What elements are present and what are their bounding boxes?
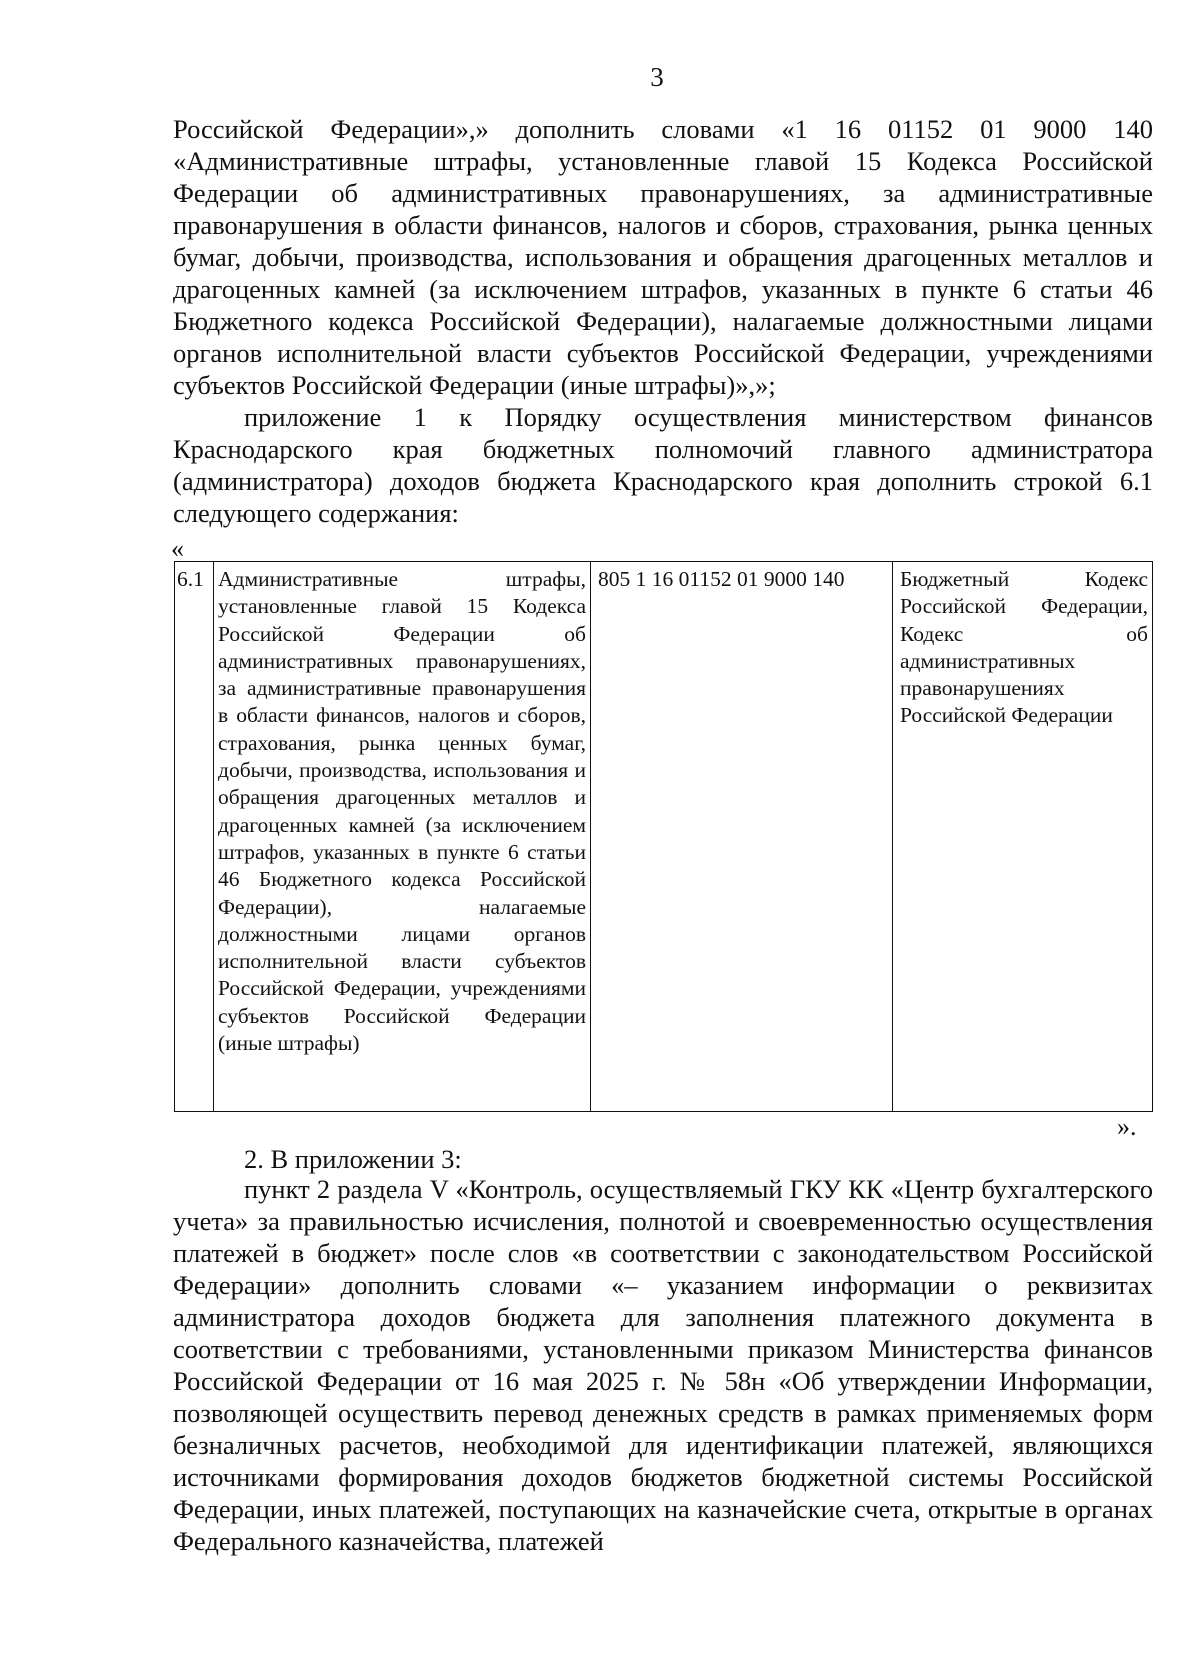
- budget-code-cell: 805 1 16 01152 01 9000 140: [591, 562, 893, 1112]
- paragraph-appendix-3-heading: 2. В приложении 3:: [244, 1144, 462, 1174]
- opening-quote-mark: «: [171, 534, 184, 563]
- page-number: 3: [650, 62, 664, 92]
- revenue-code-table: [174, 561, 1153, 1112]
- revenue-name-cell: Административные штрафы, установленные главой 15 Кодекса Российской Федерации об административных правонарушениях, за административные правонарушения в области финансов, налогов и сборов, страхования, рынка ценных бумаг, добычи, производства, использования и обращения драгоценных металлов и драгоценных камней (за исключением штрафов, указанных в пункте 6 статьи 46 Бюджетного кодекса Российской Федерации), налагаемые должностными лицами органов исполнительной власти субъектов Российской Федерации, учреждениями субъектов Российской Федерации (иные штрафы): [214, 562, 591, 1112]
- paragraph-amendment-codes: Российской Федерации»,» дополнить словами «1 16 01152 01 9000 140 «Административные штрафы, установленные главой 15 Кодекса Российской Федерации об административных правонарушениях, за административные правонарушения в области финансов, налогов и сборов, страхования, рынка ценных бумаг, добычи, производства, использования и обращения драгоценных металлов и драгоценных камней (за исключением штрафов, указанных в пункте 6 статьи 46 Бюджетного кодекса Российской Федерации), налагаемые должностными лицами органов исполнительной власти субъектов Российской Федерации, учреждениями субъектов Российской Федерации (иные штрафы)»,»;: [173, 114, 1153, 400]
- row-number-cell: 6.1: [175, 562, 214, 1112]
- table-row: [175, 562, 1153, 1112]
- paragraph-appendix-1: приложение 1 к Порядку осуществления министерством финансов Краснодарского края бюджетных полномочий главного администратора (администратора) доходов бюджета Краснодарского края дополнить строкой 6.1 следующего содержания:: [173, 402, 1153, 528]
- closing-quote-mark: ».: [1117, 1112, 1137, 1141]
- legal-basis-cell: Бюджетный Кодекс Российской Федерации, Кодекс об административных правонарушениях Российской Федерации: [893, 562, 1153, 1112]
- paragraph-section-v-amendment: пункт 2 раздела V «Контроль, осуществляемый ГКУ КК «Центр бухгалтерского учета» за правильностью исчисления, полнотой и своевременностью осуществления платежей в бюджет» после слов «в соответствии с законодательством Российской Федерации» дополнить словами «– указанием информации о реквизитах администратора доходов бюджета для заполнения платежного документа в соответствии с требованиями, установленными приказом Министерства финансов Российской Федерации от 16 мая 2025 г. № 58н «Об утверждении Информации, позволяющей осуществить перевод денежных средств в рамках применяемых форм безналичных расчетов, необходимой для идентификации платежей, являющихся источниками формирования доходов бюджетов бюджетной системы Российской Федерации, иных платежей, поступающих на казначейские счета, открытые в органах Федерального казначейства, платежей: [173, 1174, 1153, 1556]
